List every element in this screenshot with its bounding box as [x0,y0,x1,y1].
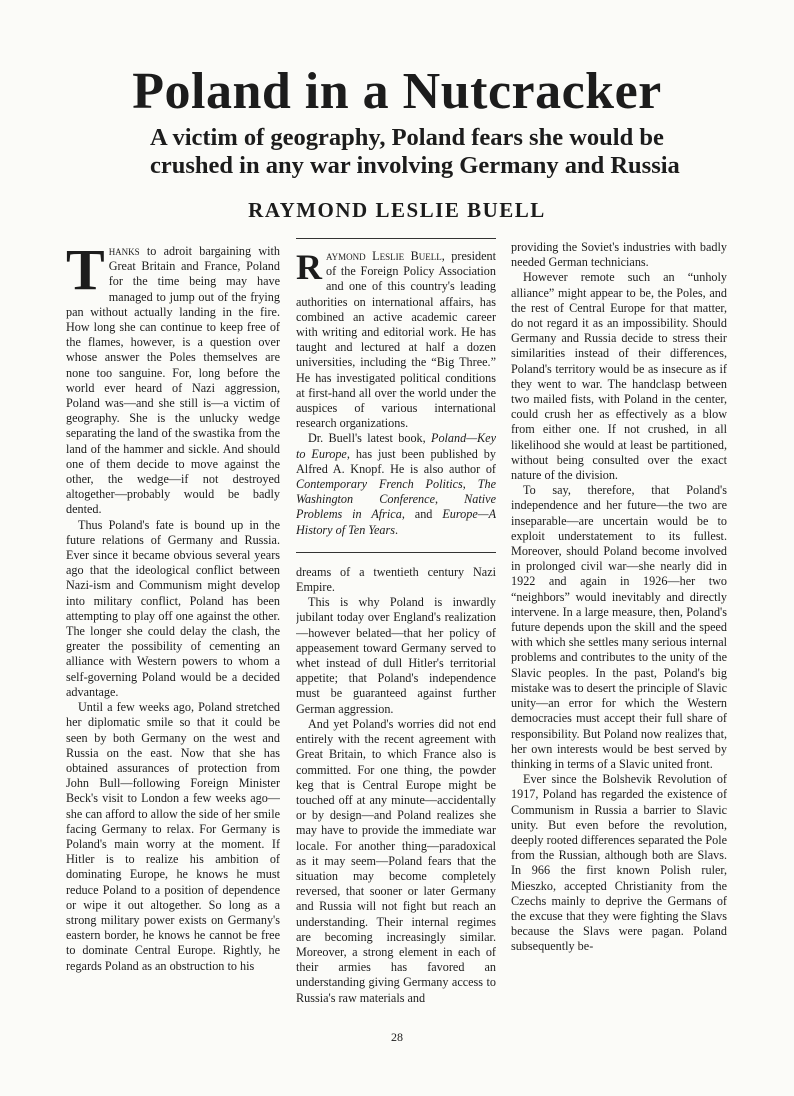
lead-smallcaps: hanks [108,244,140,258]
paragraph: Thus Poland's fate is bound up in the future relations of Germany and Russia. Ever since it became obvious several years ago that the ideological conflict between Nazi-ism and Communism might develop into military conflict, Poland has been attempting to play off one against the other. The longer she could delay the clash, the greater the possibility of cementing an alliance with Western powers to whom a self-governing Poland would be a decided advantage. [66,517,280,699]
article-subtitle [150,124,680,180]
paragraph: Until a few weeks ago, Poland stretched her diplomatic smile so that it could be seen by both Germany on the west and Russia on the east. Now that she has obtained assurances of protection from John Bull—following Foreign Minister Beck's visit to London a few weeks ago—she can afford to allow the side of her smile facing Germany to relax. For Germany is Poland's main worry at the moment. If Hitler is to realize his ambition of dominating Europe, he knows he must reduce Poland to a position of dependence or wipe it out altogether. So long as a strong military power exists on Germany's eastern border, he knows he cannot be free to dominate Central Europe. Rightly, he regards Poland as an obstruction to his [66,700,280,973]
bio-book-after: , has just been published by Alfred A. Knopf. He is also author of [296,446,496,476]
paragraph: And yet Poland's worries did not end entirely with the recent agreement with Great Britain, to which France also is committed. For one thing, the powder keg that is Central Europe might be touched off at any minute—accidentally or by design—and Poland realizes she may have to provide the immediate war locale. For another thing—paradoxical as it may seem—Poland fears that the situation may become completely reversed, that sooner or later Germany and Russia will not fight but reach an understanding. Their internal regimes are becoming increasingly similar. Moreover, a strong element in each of their armies has favored an understanding giving Germany access to Russia's raw materials and [296,716,496,1005]
bio-book-intro: Dr. Buell's latest book, [308,431,431,446]
article-title: Poland in a Nutcracker [132,63,662,120]
book-title: Poland—Key to Europe [296,431,496,461]
bio-name: aymond Leslie Buell [326,249,442,263]
bio-paragraph [296,249,496,431]
bio-drop-cap: R [296,247,322,287]
paragraph: dreams of a twentieth century Nazi Empire. [296,564,496,595]
bio-text: , president of the Foreign Policy Association and one of this country's leading authorities on international affairs, has combined an active academic career with writing and editorial work. He has taught and lectured at half a dozen universities, including the “Big Three.” He has investigated political conditions at first-hand all over the world under the auspices of various international research organizations. [296,249,496,431]
paragraph: To say, therefore, that Poland's independence and her future—the two are inseparable—are uncertain would be to exploit understatement to its fullest. Moreover, should Poland become involved in prolonged civil war—she nearly did in 1922 and again in 1926—her two “neighbors” would inevitably and directly intervene. In a large measure, then, Poland's future depends upon the skill and the speed with which she settles many serious internal problems and contributes to the unity of the Slavic peoples. In the past, Poland's big mistake was to desert the principle of Slavic unity—an error for which the Western democracies must accept their full share of responsibility. But Poland now realizes that, her own interests would be best served by thinking in terms of a Slavic united front. [511,483,727,771]
bio-and-word: and [414,507,433,522]
column-2 [296,238,496,1020]
author-byline: RAYMOND LESLIE BUELL [248,198,546,222]
paragraph: This is why Poland is inwardly jubilant today over England's realization—however belated—that her policy of appeasement toward Germany served to whet instead of dull Hitler's territorial appetite; that Poland's independence must be guaranteed against further German aggression. [296,595,496,716]
subtitle-line: A victim of geography, Poland fears she would be [150,124,664,151]
subtitle-line: crushed in any war involving Germany and Russia [150,152,680,179]
column-3 [511,240,727,1022]
paragraph: However remote such an “unholy alliance” might appear to be, the Poles, and the rest of Central Europe for that matter, do not regard it as an impossibility. Should Germany and Russia decide to stress their similarities instead of their differences, Poland's territory would be as insecure as if they went to war. The handclasp between two mailed fists, with Poland in the center, could crush her as effectively as a blow from either one. If not crushed, in all likelihood she would at least be partitioned, without being consulted over the exact nature of the division. [511,270,727,483]
drop-cap: T [66,244,105,302]
author-bio-box [296,238,496,553]
page-number: 28 [391,1030,403,1044]
bio-books-paragraph: Dr. Buell's latest book, Poland—Key to Europe, has just been published by Alfred A. Knopf. He is also author of Contemporary French Politics, The Washington Conference, Native Problems in Africa, and Europe—A History of Ten Years. [296,431,496,537]
lead-paragraph [66,244,280,518]
book-title: Europe—A History of Ten Years [296,507,496,537]
paragraph-text: to adroit bargaining with Great Britain and France, Poland for the time being may have managed to jump out of the frying pan without actually landing in the fire. How long she can continue to keep free of the flames, however, is a question over whose answer the Poles themselves are none too sanguine. For, long before the world ever heard of Nazi aggression, Poland was—and she still is—a victim of geography. She is the unlucky wedge separating the land of the swastika from the land of the hammer and sickle. And should one of them decide to move against the other, the wedge—if not destroyed altogether—probably would be badly dented. [66,244,280,517]
book-title: Contemporary French Politics [296,477,463,492]
paragraph: providing the Soviet's industries with badly needed German technicians. [511,240,727,270]
book-title: The Washington Conference [296,477,496,507]
paragraph: Ever since the Bolshevik Revolution of 1917, Poland has regarded the existence of Communism in Russia a barrier to Slavic unity. But even before the revolution, deeply rooted differences separated the Pole from the Russian, although both are Slavs. In 966 the first known Polish ruler, Mieszko, accepted Christianity from the Czechs mainly to deprive the Germans of the excuse that they were fighting the Slavs because the Slavs were pagan. Poland subsequently be- [511,772,727,954]
book-title: Native Problems in Africa [296,492,496,522]
column-1 [66,244,280,1026]
